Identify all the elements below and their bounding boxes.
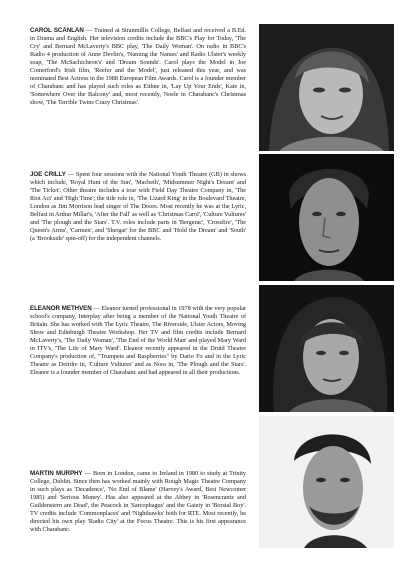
portrait-photo-carol-scanlan	[259, 24, 394, 151]
bio-separator: —	[82, 470, 93, 477]
bio-name: CAROL SCANLAN	[30, 27, 84, 34]
bio-text: Eleanor turned professional in 1978 with the very popular school's company, Interplay after being a member of the National Youth Theatre of Britain. She has worked with The Lyric Theatre, The Riverside, Ulster Actors, Moving Show and Edinburgh Theatre Workshop. Her TV and film credits include Bernard McLaverty's, 'The Daily Woman', 'The End of the World Man' and played Mary Ward in ITV's, 'The Life of Mary Ward'. Eleanor recently appeared in the Druid Theatre Company's production of, "Trumpets and Raspberries" by Dario Fo and in the Lyric Theatre as Deirdre in, 'Culture Vultures' and as Nora in, 'The Plough and the Stars'. Eleanor is a founder member of Charabanc and had appeared in all their productions.	[30, 305, 246, 377]
bio-name: JOE CRILLY	[30, 171, 66, 178]
bio-joe-crilly	[30, 171, 246, 243]
bio-martin-murphy	[30, 470, 246, 534]
bio-separator: —	[65, 171, 76, 178]
bio-separator: —	[83, 27, 95, 34]
portrait-photo-joe-crilly	[259, 154, 394, 281]
bio-name: MARTIN MURPHY	[30, 470, 83, 477]
portrait-image	[259, 416, 394, 548]
portrait-photo-martin-murphy	[259, 416, 394, 548]
bio-text: Trained at Stranmillis College, Belfast and received a B.Ed. in Drama and English. Her television credits include the BBC's Play for Today, 'The Cry' and Bernard McLaverty's BBC play, 'The Daily Woman'. On radio in BBC's Radio 4 production of Anne Devlin's, 'Naming the Names' and Radio Ulster's weekly soap, 'The McSachicheon's' and 'Dream Sounds'. Carol plays the Model in Joe Comerford's Irish film, 'Reefer and the Model', just released this year, and was nominated Best Actress in the 1988 European Film Awards. Carol is a founder member of Charabanc and has played such roles as Eithne in, 'Lay Up Your Ends', Kate in, 'Somewhere Over the Balcony' and, most recently, Noele in Charabanc's Christmas show, 'The Terrible Twins Crazy Christmas'.	[30, 27, 246, 107]
bio-separator: —	[91, 305, 102, 312]
bio-carol-scanlan	[30, 27, 246, 107]
bio-text: Born in London, came to Ireland in 1980 to study at Trinity College, Dublin. Since then has worked mainly with Rough Magic Theatre Company in such plays as 'Decadence', 'No End of Blame' (Harvey's Award, Best Newcomer 1985) and 'Serious Money'. Has also appeared at the Abbey in 'Rosencrantz and Guildenstern are Dead', the Peacock in 'Sarcophagus' and the Gaiety in 'Borstal Boy'. TV credits include 'Commonplaces' and 'Nighthawks' both for RTE. Most recently, he directed his own play 'Radio City' at the Focus Theatre. This is his first appearance with Charabanc.	[30, 470, 246, 534]
bio-text: Spent four sessions with the National Youth Theatre (GB) in shows which include, 'Royal Hunt of the Sun', 'Macbeth', 'Midsummer Night's Dream' and 'The Ticket'. Other theatre includes a tour with Field Day Theatre Company in, 'The Riot Act' and 'High Time'; the title role in, 'The Lizard King' in the Boulevard Theatre, London as Jim Morrison lead singer of The Doors. Most recently he was at the Lyric, Belfast in Arthur Millar's, 'After the Fall' as well as 'Christmas Carol', 'Culture Vultures' and 'The plough and the Stars'. T.V. roles include parts in 'Bergerac', 'Crossfire', 'The Queen's Arms', 'Carmen', and 'Shergar' for the BBC and 'Hold the Dream' and 'South' (a 'Brookside' spin-off) for the independent channels.	[30, 171, 247, 243]
portrait-image	[259, 154, 394, 281]
bio-name: ELEANOR METHVEN	[30, 305, 92, 312]
portrait-image	[259, 285, 394, 412]
portrait-photo-eleanor-methven	[259, 285, 394, 412]
portrait-image	[259, 24, 394, 151]
bio-eleanor-methven	[30, 305, 246, 377]
